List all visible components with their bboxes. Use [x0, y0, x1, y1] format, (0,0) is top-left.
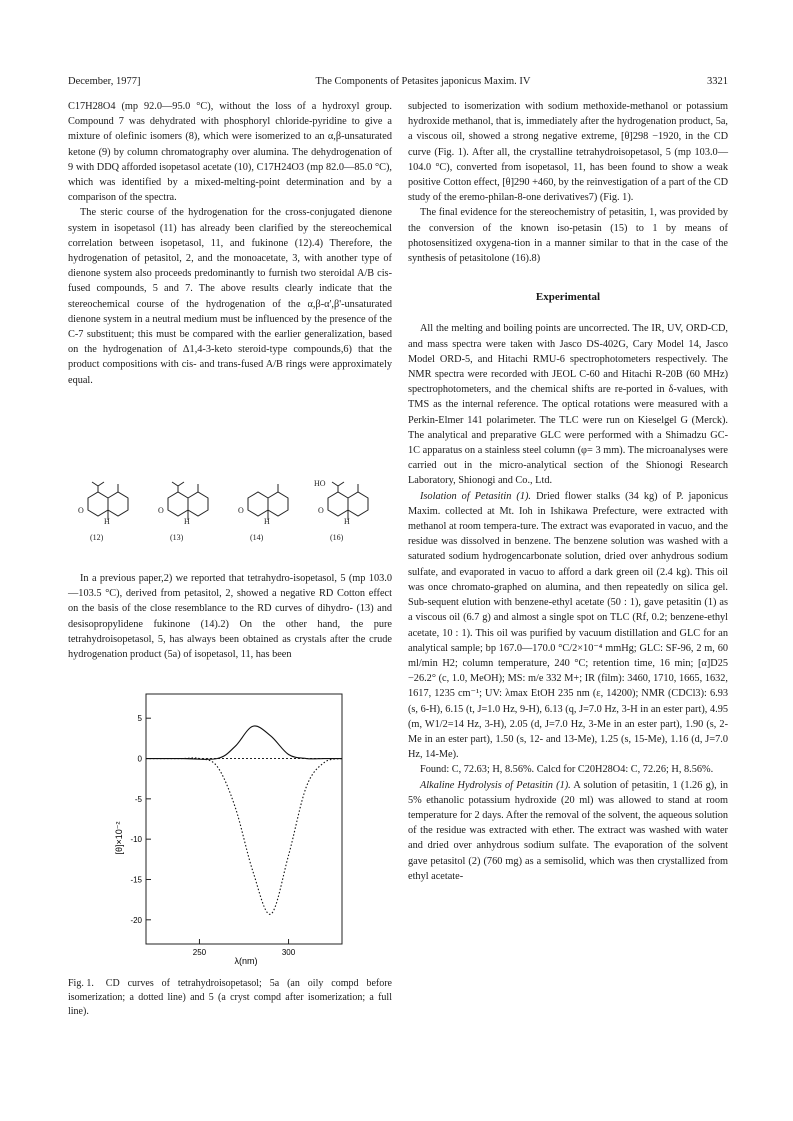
carbonyl-o-label: O [78, 506, 84, 515]
h-label: H [104, 517, 110, 526]
y-tick-label: -20 [130, 915, 142, 925]
y-tick-label: -5 [134, 794, 142, 804]
paragraph [408, 778, 728, 884]
h-label: H [184, 517, 190, 526]
section-heading: Experimental [535, 291, 601, 304]
right-column [408, 99, 728, 884]
y-axis-label: [θ]×10⁻² [114, 821, 124, 855]
carbonyl-o-label: O [318, 506, 324, 515]
structure-drawings [68, 476, 392, 546]
y-tick-label: -15 [130, 875, 142, 885]
paragraph: The final evidence for the stereochemistry of petasitin, 1, was provided by the conversion of the known iso-petasin (15) to 1 by means of photosensitized oxygena-tion in a manner similar to that in the case of the synthesis of petasitolone (16).8) [408, 207, 728, 265]
paragraph: C17H28O4 (mp 92.0—95.0 °C), without the loss of a hydroxyl group. Compound 7 was dehydrated with phosphoryl chloride-pyridine to give a mixture of olefinic isomers (8), which were isomerized to an α,β-unsaturated ketone (9) by column chromatography over alumina. The dehydrogenation of 9 with DDQ afforded isopetasol acetate (10), C17H24O3 (mp 82.0—85.0 °C), which was identified by a mixed-melting-point determination and by a comparison of the spectra. [68, 101, 392, 204]
figure-caption [68, 977, 392, 1019]
header-date: December, 1977] [68, 76, 141, 87]
structure-label: (12) [90, 533, 104, 542]
left-column-top [68, 99, 392, 388]
paragraph-text: A solution of petasitin, 1 (1.26 g), in 5% ethanolic potassium hydroxide (20 ml) was allowed to stand at room temperature for 2 days. After the removal of the solvent, the aqueous solution of the residue was extracted with ether. The extract was washed with water and dried over anhydrous sodium sulfate. The evaporation of the solvent gave petasitol (2) (760 mg) as a semisolid, which was then crystallized from ethyl acetate- [408, 779, 728, 882]
series-5a-dotted-line [146, 758, 342, 914]
paragraph: All the melting and boiling points are uncorrected. The IR, UV, ORD-CD, and mass spectra were taken with Jasco DS-402G, Cary Model 14, Jasco Model ORD-5, and Hitachi RMU-6 spectrophotometers respectively. The NMR spectra were recorded with JEOL C-60 and Hitachi R-20B (60 MHz) spectrophotometers, and the chemical shifts are re-ported in δ-values, with TMS as the internal reference. The optical rotations were measured with a Perkin-Elmer 141 polarimeter. The TLC were run on Kieselgel G (Merck). The analytical and preparative GLC were performed with a Shimadzu GC-1C apparatus on a stainless steel column (φ= 3 mm). The microanalyses were carried out in the micro-analytical section of the Shionogi Research Laboratory, Shionogi and Co., Ltd. [408, 323, 728, 487]
y-tick-label: 0 [137, 754, 142, 764]
header-title: The Components of Petasites japonicus Maxim. IV [315, 76, 531, 87]
paragraph: subjected to isomerization with sodium methoxide-methanol or potassium hydroxide methanol, that is, immediately after the hydrogenation product, 5a, a viscous oil, showed a strong negative extreme, [θ]298 −1920, in the CD curve (Fig. 1). After all, the crystalline tetrahydroisopetasol, 5 (mp 103.0—104.0 °C), converted from isopetasol, 11, has been found to show a weak positive Cotton effect, [θ]290 +460, by the reinvestigation of a part of the CD study of the eremo-philan-8-one derivatives7) (Fig. 1). [408, 101, 728, 204]
y-tick-label: -10 [130, 835, 142, 845]
y-tick-label: 5 [137, 714, 142, 724]
paragraph: The steric course of the hydrogenation for the cross-conjugated dienone system in isopetasol (11) has already been clarified by the stereochemical correlation between isopetasol, 11, and fukinone (12).4) Therefore, the hydrogenation of petasitol, 2, and the monoacetate, 3, with another type of dienone system also proceeds predominantly to furnish two steroidal A/B cis-fused compounds, 5 and 7. The above results clearly indicate that the stereochemical course of the hydrogenation of the α,β-α',β'-unsaturated dienone system in a neutral medium must be influenced by the presence of the C-7 substituent; this must be compared with the earlier generalization, based on the hydrogenation of Δ1,4-3-keto steroid-type compounds,6) that the product compositions with cis- and trans-fused A/B rings were approximately equal. [68, 207, 392, 386]
figure-label: Fig. 1. [68, 978, 94, 989]
cd-curve-svg [116, 688, 348, 966]
cd-curve-chart [116, 688, 348, 966]
plot-frame [146, 694, 342, 944]
structure-13 [168, 482, 208, 520]
paragraph-text: Dried flower stalks (34 kg) of P. japonicus Maxim. collected at Mt. Ioh in Ishikawa Prefecture, were extracted with methanol at room tempera-ture. The extract was evaporated in vacuo, and the residue was dissolved in benzene. The benzene solution was washed with a saturated sodium hydrogencarbonate solution, dried over anhydrous sodium sulfate, and evaporated in vacuo to afford a dark green oil (2.4 kg). This oil was once chromato-graphed on alumina, and then repeatedly on silica gel. Sub-sequent elution with benzene-ethyl acetate (50 : 1), gave petasitin (1) as a viscous oil (6.7 g) and almost a single spot on TLC (Rf, 0.2; benzene-ethyl acetate, 10 : 1). This oil was purified by vacuum distillation and GLC for an analytical sample; bp 167.0—170.0 °C/2×10⁻⁴ mmHg; GLC: SF-96, 2 m, 60 ml/min H2; column temperature, 240 °C; retention time, 16 min; [α]D25 −26.2° (c, 1.0, MeOH); MS: m/e 332 M+; IR (film): 3460, 1710, 1665, 1632, 1617, 1235 cm⁻¹; UV: λmax EtOH 235 nm (ε, 14200); NMR (CDCl3): 6.93 (s, 6-H), 6.15 (t, J=1.0 Hz, 9-H), 6.13 (q, J=7.0 Hz, 3-H in an ester part), 4.95 (m, W1/2=14 Hz, 3-H), 2.05 (d, J=7.0 Hz, 3-Me in an ester part), 1.90 (s, 2-Me in an ester part), 1.50 (s, 12- and 13-Me), 1.25 (s, 15-Me), 1.16 (d, J=7.0 Hz, 14-Me). [408, 490, 728, 761]
structure-14 [248, 484, 288, 520]
chemical-structures [68, 476, 392, 546]
structure-label: (14) [250, 533, 264, 542]
subsection-title: Alkaline Hydrolysis of Petasitin (1). [420, 779, 571, 791]
carbonyl-o-label: O [158, 506, 164, 515]
subsection-title: Isolation of Petasitin (1). [420, 490, 532, 502]
structure-16 [328, 482, 368, 520]
paragraph: In a previous paper,2) we reported that tetrahydro-isopetasol, 5 (mp 103.0—103.5 °C), derived from petasitol, 2, showed a negative RD Cotton effect on the basis of the close resemblance to the RD curves of dihydro- (13) and desisopropylidene fukinone (14).2) On the other hand, the pure tetrahydroisopetasol, 5, has always been obtained as crystals after the crude hydrogenation product (5a) of isopetasol, 11, has been [68, 573, 392, 661]
carbonyl-o-label: O [238, 506, 244, 515]
figure-caption-text: CD curves of tetrahydroisopetasol; 5a (an oily compd before isomerization; a dotted line) and 5 (a cryst compd after isomerization; a full line). [68, 978, 392, 1017]
running-header [68, 76, 728, 92]
h-label: H [264, 517, 270, 526]
x-axis-label: λ(nm) [234, 956, 258, 966]
structure-label: (16) [330, 533, 344, 542]
page-number: 3321 [707, 76, 728, 87]
structure-label: (13) [170, 533, 184, 542]
x-tick-label: 250 [192, 948, 207, 957]
h-label: H [344, 517, 350, 526]
paragraph [408, 489, 728, 763]
left-column-middle [68, 571, 392, 662]
structure-12 [88, 482, 128, 520]
paragraph: Found: C, 72.63; H, 8.56%. Calcd for C20H28O4: C, 72.26; H, 8.56%. [420, 764, 714, 776]
hydroxyl-label: HO [314, 479, 326, 488]
x-tick-label: 300 [281, 948, 296, 957]
series-5-full-line [146, 726, 342, 759]
